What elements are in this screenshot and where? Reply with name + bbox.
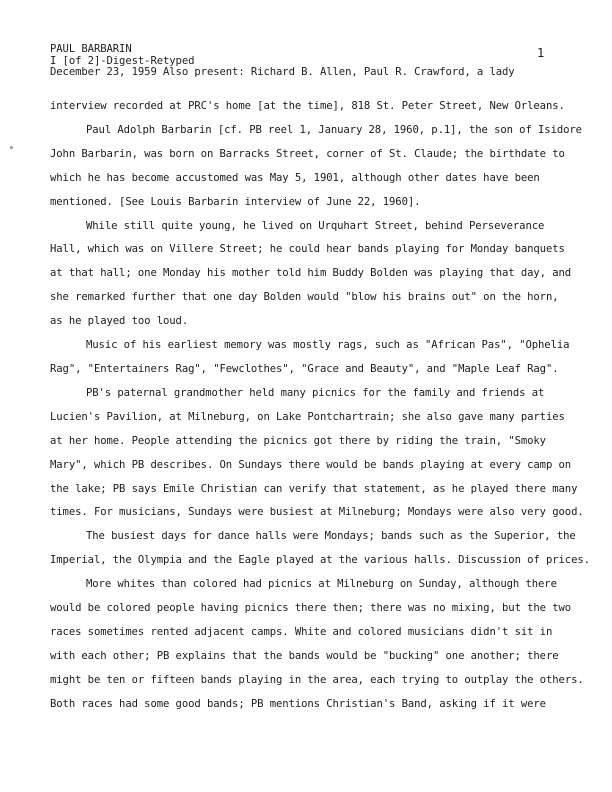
text-line: Imperial, the Olympia and the Eagle played at the various halls. Discussion of prices. <box>50 554 590 567</box>
text-line: might be ten or fifteen bands playing in the area, each trying to outplay the others. <box>50 673 584 686</box>
text-line: Mary", which PB describes. On Sundays there would be bands playing at every camp on <box>50 458 572 471</box>
text-line: Rag", "Entertainers Rag", "Fewclothes", "Grace and Beauty", and "Maple Leaf Rag". <box>50 362 559 375</box>
text-line: Hall, which was on Villere Street; he could hear bands playing for Monday banquets <box>50 243 565 256</box>
text-line: interview recorded at PRC's home [at the time], 818 St. Peter Street, New Orleans. <box>50 100 565 112</box>
interviewee-name: PAUL BARBARIN <box>50 43 132 55</box>
text-line: the lake; PB says Emile Christian can verify that statement, as he played there many <box>50 482 578 495</box>
page-number: 1 <box>537 46 545 60</box>
text-line: mentioned. [See Louis Barbarin interview of June 22, 1960]. <box>50 195 421 208</box>
text-line: with each other; PB explains that the bands would be "bucking" one another; there <box>50 649 559 662</box>
text-line: she remarked further that one day Bolden would "blow his brains out" on the horn, <box>50 291 559 304</box>
text-line: While still quite young, he lived on Urquhart Street, behind Perseverance <box>86 219 545 232</box>
text-line: Paul Adolph Barbarin [cf. PB reel 1, January 28, 1960, p.1], the son of Isidore <box>86 123 582 136</box>
text-line: Lucien's Pavilion, at Milneburg, on Lake Pontchartrain; she also gave many parties <box>50 410 565 423</box>
document-header <box>50 44 570 79</box>
text-line: Music of his earliest memory was mostly rags, such as "African Pas", "Ophelia <box>86 339 570 352</box>
text-line: at that hall; one Monday his mother told him Buddy Bolden was playing that day, and <box>50 267 572 280</box>
text-line: times. For musicians, Sundays were busiest at Milneburg; Mondays were also very good. <box>50 506 584 519</box>
text-line: races sometimes rented adjacent camps. White and colored musicians didn't sit in <box>50 625 553 638</box>
text-line: as he played too loud. <box>50 315 189 328</box>
text-line: Both races had some good bands; PB mentions Christian's Band, asking if it were <box>50 697 546 710</box>
text-line: More whites than colored had picnics at Milneburg on Sunday, although there <box>86 578 557 591</box>
scan-speck <box>10 146 13 149</box>
text-line: PB's paternal grandmother held many picnics for the family and friends at <box>86 386 545 399</box>
text-line: which he has become accustomed was May 5, 1901, although other dates have been <box>50 171 540 184</box>
text-line: would be colored people having picnics there then; there was no mixing, but the two <box>50 602 572 615</box>
text-line: John Barbarin, was born on Barracks Street, corner of St. Claude; the birthdate to <box>50 147 565 160</box>
interview-date-line: December 23, 1959 Also present: Richard B. Allen, Paul R. Crawford, a lady <box>50 66 515 78</box>
document-body <box>50 95 590 717</box>
digest-label: I [of 2]-Digest-Retyped <box>50 54 195 67</box>
text-line: at her home. People attending the picnics got there by riding the train, "Smoky <box>50 434 546 447</box>
text-line: The busiest days for dance halls were Mondays; bands such as the Superior, the <box>86 530 576 543</box>
